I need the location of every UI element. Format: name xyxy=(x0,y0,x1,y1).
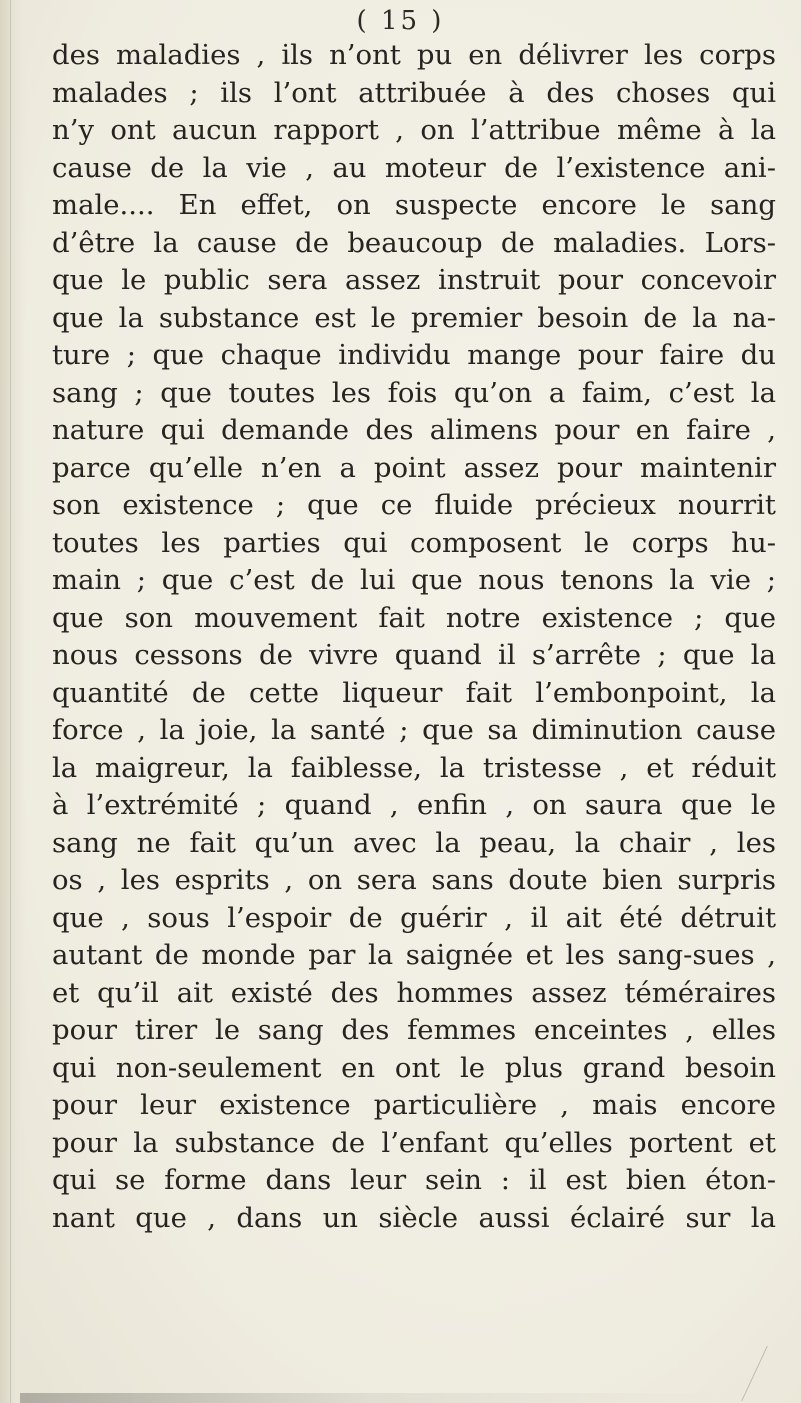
text-line: la maigreur, la faiblesse, la tristesse , et réduit xyxy=(52,751,776,784)
text-line: sang ne fait qu’un avec la peau, la chair , les xyxy=(52,826,776,859)
text-line: force , la joie, la santé ; que sa diminution cause xyxy=(52,714,776,746)
text-line: parce qu’elle n’en a point assez pour maintenir xyxy=(52,451,776,484)
text-line: que son mouvement fait notre existence ; que xyxy=(52,601,776,634)
text-line: son existence ; que ce fluide précieux nourrit xyxy=(52,489,776,521)
text-line: malades ; ils l’ont attribuée à des choses qui xyxy=(52,76,776,109)
text-line: os , les esprits , on sera sans doute bien surpris xyxy=(52,864,776,896)
text-line: d’être la cause de beaucoup de maladies. Lors- xyxy=(52,226,776,259)
text-line: à l’extrémité ; quand , enfin , on saura que le xyxy=(52,789,776,821)
bottom-edge-smudge xyxy=(20,1393,720,1403)
text-line: nature qui demande des alimens pour en faire , xyxy=(52,414,776,446)
text-line: ture ; que chaque individu mange pour faire du xyxy=(52,339,776,371)
text-line: pour tirer le sang des femmes enceintes , elles xyxy=(52,1014,776,1046)
page-binding-edge xyxy=(0,0,26,1403)
text-line: que , sous l’espoir de guérir , il ait été détruit xyxy=(52,901,776,934)
text-line: qui non-seulement en ont le plus grand besoin xyxy=(52,1051,776,1084)
corner-fold-mark xyxy=(741,1346,801,1401)
text-line: male.... En effet, on suspecte encore le sang xyxy=(52,189,776,221)
text-line: toutes les parties qui composent le corps hu- xyxy=(52,526,776,559)
spine-line xyxy=(10,0,11,1403)
text-line: main ; que c’est de lui que nous tenons la vie ; xyxy=(52,564,776,596)
text-line: que la substance est le premier besoin de la na- xyxy=(52,301,776,334)
page-number: ( 15 ) xyxy=(356,6,445,36)
text-line: sang ; que toutes les fois qu’on a faim, c’est la xyxy=(52,376,776,409)
text-line: n’y ont aucun rapport , on l’attribue même à la xyxy=(52,114,776,146)
text-line: pour leur existence particulière , mais encore xyxy=(52,1089,776,1121)
text-line: autant de monde par la saignée et les sang-sues , xyxy=(52,939,776,971)
text-line: nous cessons de vivre quand il s’arrête ; que la xyxy=(52,639,776,671)
text-line: cause de la vie , au moteur de l’existence ani- xyxy=(52,151,776,184)
text-line: et qu’il ait existé des hommes assez téméraires xyxy=(52,976,776,1009)
text-line: pour la substance de l’enfant qu’elles portent et xyxy=(52,1126,776,1159)
text-line: que le public sera assez instruit pour concevoir xyxy=(52,264,776,296)
text-line: nant que , dans un siècle aussi éclairé sur la xyxy=(52,1201,776,1234)
text-line: des maladies , ils n’ont pu en délivrer les corps xyxy=(52,39,776,71)
text-line: qui se forme dans leur sein : il est bien éton- xyxy=(52,1164,776,1196)
body-text xyxy=(52,37,776,1237)
text-line: quantité de cette liqueur fait l’embonpoint, la xyxy=(52,676,776,709)
